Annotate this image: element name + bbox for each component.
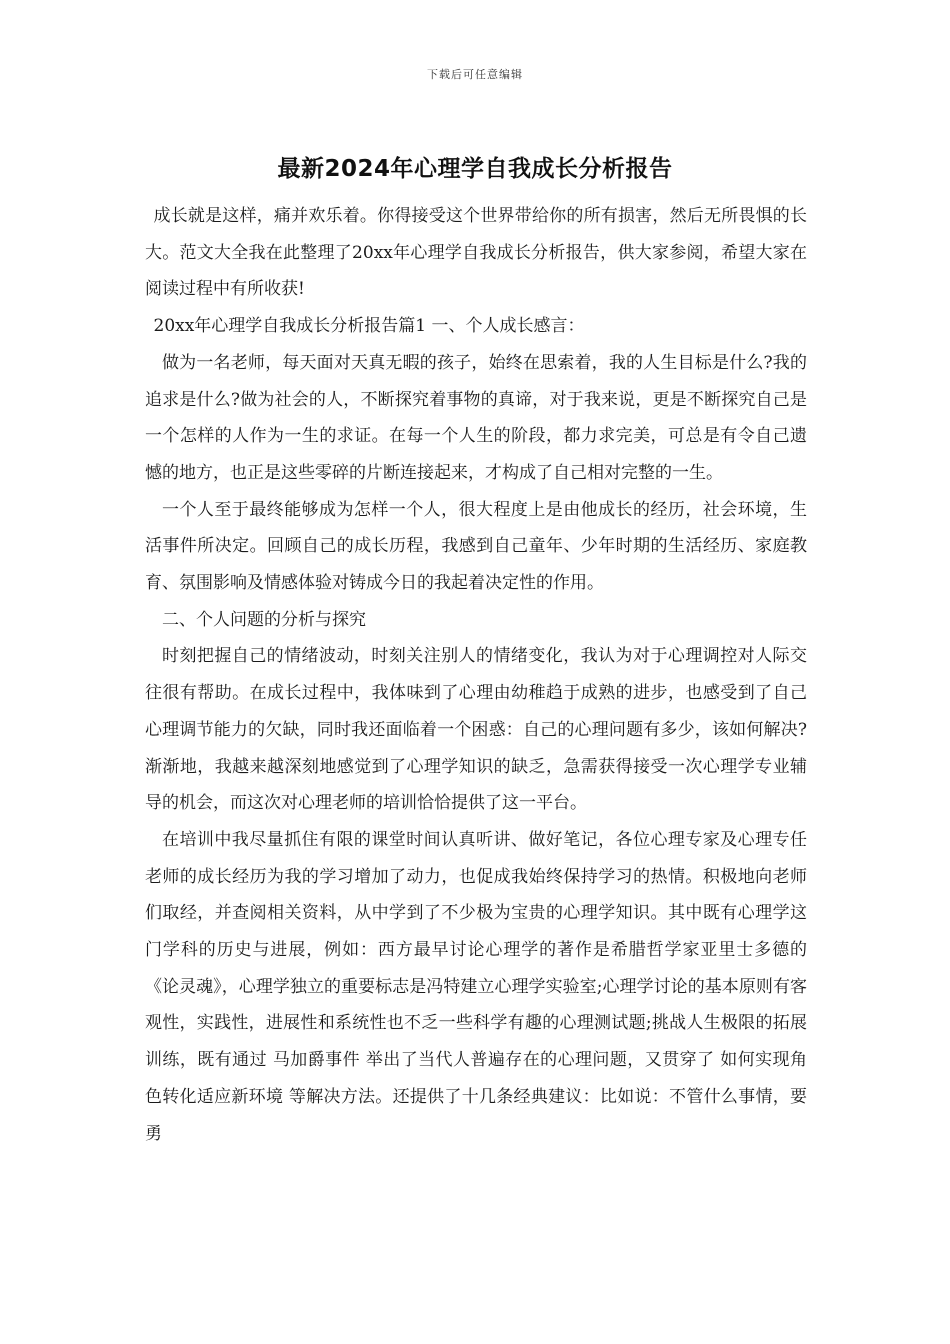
paragraph-teacher-reflection: 做为一名老师，每天面对天真无暇的孩子，始终在思索着，我的人生目标是什么?我的追求是什么?做为社会的人，不断探究着事物的真谛，对于我来说，更是不断探究自己是一个怎样的人作为一生的求证。在每一个人生的阶段，都力求完美，可总是有令自己遗憾的地方，也正是这些零碎的片断连接起来，才构成了自己相对完整的一生。 <box>145 352 807 483</box>
header-note: 下载后可任意编辑 <box>427 68 523 81</box>
paragraph-intro: 成长就是这样，痛并欢乐着。你得接受这个世界带给你的所有损害，然后无所畏惧的长大。范文大全我在此整理了20xx年心理学自我成长分析报告，供大家参阅，希望大家在阅读过程中有所收获! <box>145 206 807 300</box>
paragraph-growth-experience: 一个人至于最终能够成为怎样一个人，很大程度上是由他成长的经历，社会环境，生活事件所决定。回顾自己的成长历程，我感到自己童年、少年时期的生活经历、家庭教育、氛围影响及情感体验对铸成今日的我起着决定性的作用。 <box>145 499 807 594</box>
paragraph-section-heading-2: 二、个人问题的分析与探究 <box>162 609 366 630</box>
paragraph-training: 在培训中我尽量抓住有限的课堂时间认真听讲、做好笔记，各位心理专家及心理专任老师的成长经历为我的学习增加了动力，也促成我始终保持学习的热情。积极地向老师们取经，并查阅相关资料，从中学到了不少极为宝贵的心理学知识。其中既有心理学这门学科的历史与进展，例如：西方最早讨论心理学的著作是希腊哲学家亚里士多德的《论灵魂》，心理学独立的重要标志是冯特建立心理学实验室;心理学讨论的基本原则有客观性，实践性，进展性和系统性也不乏一些科学有趣的心理测试题;挑战人生极限的拓展训练，既有通过 马加爵事件 举出了当代人普遍存在的心理问题，又贯穿了 如何实现角色转化适应新环境 等解决方法。还提供了十几条经典建议：比如说：不管什么事情，要勇 <box>145 829 807 1144</box>
document-body <box>145 198 807 1152</box>
paragraph-section-heading-1: 20xx年心理学自我成长分析报告篇1 一、个人成长感言： <box>153 316 585 337</box>
paragraph-emotion-control: 时刻把握自己的情绪波动，时刻关注别人的情绪变化，我认为对于心理调控对人际交往很有帮助。在成长过程中，我体味到了心理由幼稚趋于成熟的进步，也感受到了自己心理调节能力的欠缺，同时我还面临着一个困惑：自己的心理问题有多少，该如何解决?渐渐地，我越来越深刻地感觉到了心理学知识的缺乏，急需获得接受一次心理学专业辅导的机会，而这次对心理老师的培训恰恰提供了这一平台。 <box>145 646 807 814</box>
document-title: 最新2024年心理学自我成长分析报告 <box>277 156 673 182</box>
